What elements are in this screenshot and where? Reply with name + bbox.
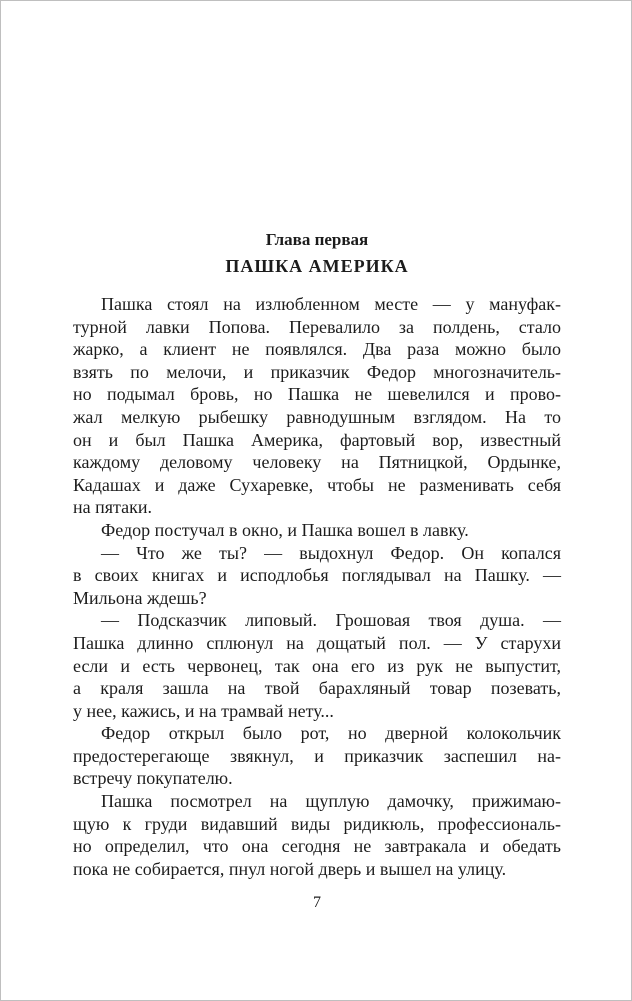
- text-line: Пашка посмотрел на щуплую дамочку, прижимаю-: [101, 791, 561, 812]
- text-line: если и есть червонец, так она его из рук не выпустит,: [73, 655, 561, 676]
- paragraph: [73, 542, 561, 610]
- text-line: Пашка длинно сплюнул на дощатый пол. — У старухи: [73, 632, 561, 653]
- paragraph: [73, 609, 561, 722]
- text-line: Федор постучал в окно, и Пашка вошел в лавку.: [101, 519, 469, 540]
- text-line: каждому деловому человеку на Пятницкой, Ордынке,: [73, 452, 561, 473]
- text-line: — Подсказчик липовый. Грошовая твоя душа. —: [101, 610, 561, 631]
- page-number: 7: [313, 894, 321, 911]
- text-line: в своих книгах и исподлобья поглядывал на Пашку. —: [73, 565, 561, 586]
- text-line: жал мелкую рыбешку равнодушным взглядом. На то: [73, 406, 561, 427]
- text-line: на пятаки.: [73, 497, 152, 518]
- text-line: но подымал бровь, но Пашка не шевелился и прово-: [73, 384, 561, 405]
- text-line: а краля зашла на твой барахляный товар позевать,: [73, 678, 561, 699]
- text-line: но определил, что она сегодня не завтракала и обедать: [73, 836, 561, 857]
- text-line: взять по мелочи, и приказчик Федор многозначитель-: [73, 361, 561, 382]
- text-line: щую к груди видавший виды ридикюль, профессиональ-: [73, 813, 561, 834]
- text-line: Пашка стоял на излюбленном месте — у мануфак-: [101, 294, 561, 314]
- paragraph: [73, 722, 561, 790]
- text-line: Федор открыл было рот, но дверной колокольчик: [101, 723, 561, 744]
- text-line: пока не собирается, пнул ногой дверь и вышел на улицу.: [73, 858, 507, 879]
- text-line: Мильона ждешь?: [73, 587, 207, 608]
- text-line: — Что же ты? — выдохнул Федор. Он копался: [101, 542, 561, 563]
- text-line: он и был Пашка Америка, фартовый вор, известный: [73, 429, 561, 450]
- paragraph: [73, 519, 561, 542]
- text-line: предостерегающе звякнул, и приказчик заспешил на-: [73, 745, 561, 766]
- text-line: Кадашах и даже Сухаревке, чтобы не разменивать себя: [73, 474, 561, 495]
- text-line: встречу покупателю.: [73, 768, 233, 789]
- text-block: [73, 293, 561, 880]
- text-line: турной лавки Попова. Перевалило за полдень, стало: [73, 316, 561, 337]
- text-line: жарко, а клиент не появлялся. Два раза можно было: [73, 339, 561, 360]
- chapter-title: ПАШКА АМЕРИКА: [225, 256, 409, 276]
- paragraph: [73, 790, 561, 880]
- text-line: у нее, кажись, и на трамвай нету...: [73, 700, 334, 721]
- paragraph: [73, 293, 561, 519]
- chapter-label: Глава первая: [265, 230, 369, 249]
